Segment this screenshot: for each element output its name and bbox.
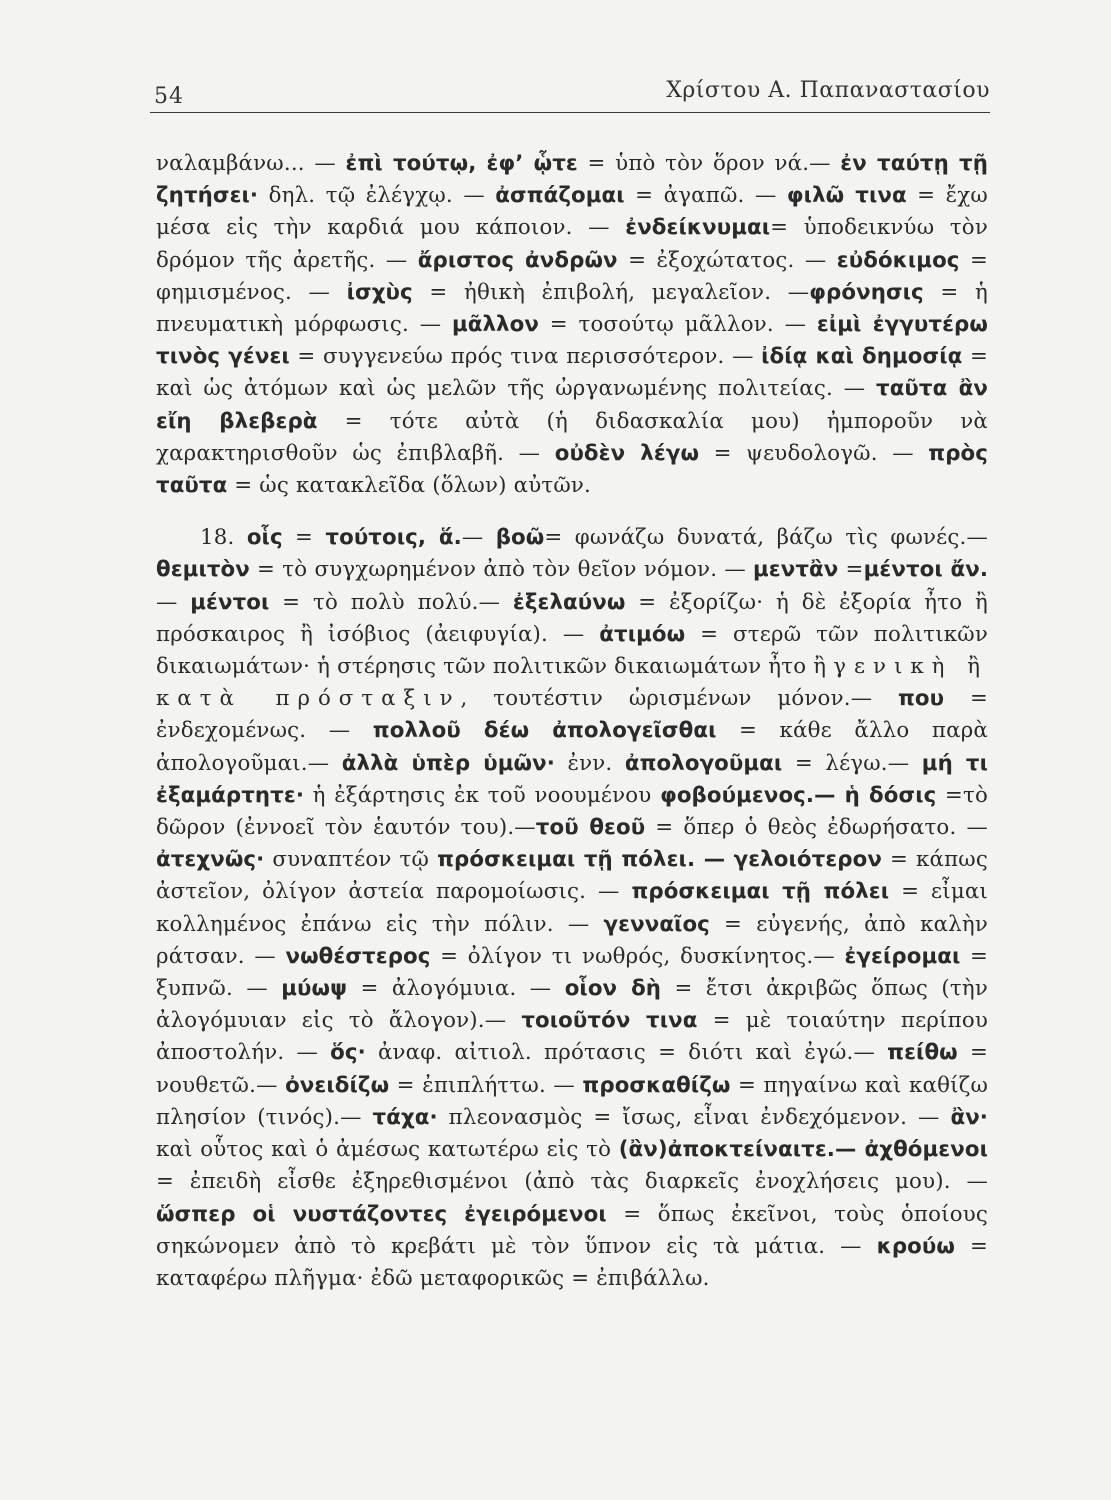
glossary-text: γενικὴ ἢ κατὰ πρόσταξιν [156, 654, 988, 712]
glossary-term: ἐνδείκνυμαι [625, 215, 771, 241]
glossary-text: = πηγαίνω καὶ καθίζω πλησίον (τινός).— [156, 1072, 989, 1130]
glossary-term: ἀπολογοῦμαι [624, 750, 783, 776]
glossary-text: = ἀλογόμυια. — [347, 976, 565, 1002]
glossary-text: = ὑποδεικνύω τὸν δρόμον τῆς ἀρετῆς. — [156, 215, 988, 273]
glossary-text: πλεονασμὸς = ἴσως, εἶναι ἐνδεχόμενον. — [437, 1104, 951, 1130]
glossary-term: τάχα· [372, 1104, 438, 1130]
glossary-text: = τὸ πολὺ πολύ.— [269, 589, 513, 615]
glossary-term: που [897, 686, 945, 712]
glossary-term: μέντοι [190, 589, 270, 615]
glossary-term: κρούω [876, 1233, 956, 1259]
glossary-term: προσκαθίζω [582, 1072, 731, 1098]
glossary-term: ἐξελαύνω [512, 589, 626, 615]
glossary-term: μέντοι ἄν. [863, 557, 989, 583]
glossary-term: ταῦτα ἂν εἴη βλεβερὰ [156, 376, 988, 434]
glossary-term: ἰδίᾳ καὶ δημοσίᾳ [761, 344, 963, 370]
glossary-term: οὐδὲν λέγω [554, 440, 700, 466]
running-head: Χρίστου Α. Παπαναστασίου [666, 78, 990, 103]
glossary-term: βοῶ [495, 525, 545, 551]
glossary-term: γενναῖος [603, 911, 710, 937]
glossary-text: = τὸ συγχωρημένον ἀπὸ τὸν θεῖον νόμον. — [249, 557, 754, 583]
glossary-text: — [461, 525, 496, 551]
glossary-text: — [156, 589, 191, 615]
glossary-term: εὐδόκιμος [836, 247, 960, 273]
glossary-text: = ὑπὸ τὸν ὅρον νά.— [577, 151, 841, 176]
paragraph-glossary-1 [156, 148, 988, 502]
glossary-text: = ὅπως ἐκεῖνοι, τοὺς ὁποίους σηκώνομεν ἀπὸ τὸ κρεβάτι μὲ τὸν ὕπνον εἰς τὰ μάτια. — [156, 1201, 989, 1259]
glossary-text: = ψευδολογῶ. — [699, 440, 929, 466]
glossary-text: = ἔχω μέσα εἰς τὴν καρδιά μου κάποιον. — [156, 183, 988, 241]
glossary-text: = ἐπειδὴ εἶσθε ἐξηρεθισμένοι (ἀπὸ τὰς διαρκεῖς ἐνοχλήσεις μου). — [156, 1169, 988, 1195]
glossary-term: πολλοῦ δέω ἀπολογεῖσθαι [372, 718, 717, 744]
glossary-term: ἀσπάζομαι [495, 183, 625, 209]
glossary-text: =τὸ δῶρον (ἐννοεῖ τὸν ἑαυτόν του).— [156, 782, 988, 841]
glossary-text: = ἐπιπλήττω. — [389, 1072, 583, 1098]
page-number: 54 [154, 84, 184, 109]
glossary-term: ὀνειδίζω [285, 1072, 390, 1098]
glossary-term: τοιοῦτόν τινα [521, 1008, 698, 1034]
glossary-text: = εἶμαι κολλημένος ἐπάνω εἰς τὴν πόλιν. — [156, 879, 988, 937]
glossary-term: πρὸς ταῦτα [156, 440, 988, 499]
glossary-text: ἀναφ. αἰτιολ. πρότασις = διότι καὶ ἐγώ.— [365, 1040, 888, 1066]
glossary-text: = ἐξοχώτατος. — [617, 247, 837, 273]
glossary-term: ἐν ταύτῃ τῇ ζητήσει· [156, 151, 989, 209]
glossary-term: ὥσπερ οἱ νυστάζοντες ἐγειρόμενοι [156, 1201, 607, 1227]
glossary-term: νωθέστερος [285, 943, 431, 969]
glossary-text: = φωνάζω δυνατά, βάζω τὶς φωνές.— [544, 525, 988, 551]
glossary-term: (ἂν)ἀποκτείναιτε.— ἀχθόμενοι [618, 1137, 988, 1163]
glossary-term: μύωψ [281, 976, 348, 1002]
glossary-term: τούτοις, ἅ. [325, 525, 462, 551]
paragraph-glossary-2 [156, 522, 988, 1295]
glossary-term: μᾶλλον [451, 312, 539, 338]
glossary-text: ἐνν. [554, 750, 625, 776]
glossary-text: = [282, 525, 326, 551]
glossary-text: = συγγενεύω πρός τινα περισσότερον. — [289, 344, 762, 370]
glossary-text: = μὲ τοιαύτην περίπου ἀποστολήν. — [156, 1008, 988, 1066]
glossary-text: = ἡ πνευματικὴ μόρφωσις. — [156, 279, 988, 338]
glossary-text: , τουτέστιν ὡρισμένων μόνον.— [460, 686, 898, 712]
glossary-text: = τότε αὐτὰ (ἡ διδασκαλία μου) ἠμποροῦν νὰ χαρακτηρισθοῦν ὡς ἐπιβλαβῆ. — [156, 408, 988, 466]
glossary-text: = τοσούτῳ μᾶλλον. — [538, 312, 817, 338]
glossary-text: = ἠθικὴ ἐπιβολή, μεγαλεῖον. — [412, 279, 810, 305]
glossary-term: ἀτιμόω [599, 621, 686, 647]
glossary-text: δηλ. τῷ ἐλέγχῳ. — [258, 183, 496, 209]
glossary-text: = ἔτσι ἀκριβῶς ὅπως (τὴν ἀλογόμυιαν εἰς τὸ ἄλογον).— [156, 976, 988, 1034]
glossary-text: ναλαμβάνω... — [156, 151, 346, 176]
glossary-text: συναπτέον τῷ [264, 847, 438, 873]
page-body [156, 148, 988, 1295]
glossary-text: = ὀλίγον τι νωθρός, δυσκίνητος.— [430, 943, 845, 969]
glossary-text: = ξυπνῶ. — [156, 943, 989, 1002]
glossary-term: πρόσκειμαι τῇ πόλει [631, 879, 890, 905]
glossary-term: φιλῶ τινα [786, 183, 907, 209]
glossary-term: πρόσκειμαι τῇ πόλει. — γελοιότερον [437, 847, 882, 873]
glossary-term: μή τι ἐξαμάρτητε· [156, 750, 988, 808]
glossary-term: οἷς [246, 525, 283, 551]
glossary-term: φοβούμενος.— ἡ δόσις [660, 782, 937, 808]
glossary-term: ἀλλὰ ὑπὲρ ὑμῶν· [341, 750, 555, 776]
glossary-text: ἡ ἐξάρτησις ἐκ τοῦ νοουμένου [304, 782, 661, 808]
glossary-term: μεντἂν [753, 557, 839, 583]
glossary-text: = ὅπερ ὁ θεὸς ἐδωρήσατο. — [645, 815, 988, 841]
glossary-term: τοῦ θεοῦ [535, 815, 646, 841]
glossary-term: θεμιτὸν [156, 557, 250, 583]
glossary-term: οἷον δὴ [564, 976, 662, 1002]
glossary-text: = [838, 557, 864, 583]
glossary-term: ὅς· [330, 1040, 366, 1066]
glossary-term: ἐπὶ τούτῳ, ἐφ’ ᾧτε [345, 151, 578, 176]
glossary-term: ἐγείρομαι [844, 943, 961, 969]
glossary-text: = λέγω.— [782, 750, 922, 776]
glossary-term: ἀτεχνῶς· [156, 847, 265, 873]
glossary-text: = καὶ ὡς ἀτόμων καὶ ὡς μελῶν τῆς ὠργανωμένης πολιτείας. — [156, 344, 988, 402]
glossary-term: ἂν· [950, 1104, 988, 1130]
page-header [150, 78, 990, 113]
glossary-term: ἰσχὺς [346, 279, 413, 305]
glossary-term: φρόνησις [809, 279, 924, 305]
glossary-text: = κάθε ἄλλο παρὰ ἀπολογοῦμαι.— [156, 718, 988, 776]
glossary-text: = ἐνδεχομένως. — [156, 686, 988, 744]
glossary-text: = ὡς κατακλεῖδα (ὅλων) αὐτῶν. [227, 473, 592, 499]
glossary-term: εἰμὶ ἐγγυτέρω τινὸς γένει [156, 312, 988, 370]
glossary-text: = καταφέρω πλῆγμα· ἐδῶ μεταφορικῶς = ἐπιβάλλω. [156, 1233, 988, 1291]
glossary-term: πείθω [887, 1040, 958, 1066]
glossary-text: = νουθετῶ.— [156, 1040, 989, 1098]
glossary-text: = ἐξορίζω· ἡ δὲ ἐξορία ἦτο ἢ πρόσκαιρος ἢ ἰσόβιος (ἀειφυγία). — [156, 589, 988, 647]
glossary-text: 18. [200, 525, 247, 551]
glossary-text: = στερῶ τῶν πολιτικῶν δικαιωμάτων· ἡ στέρησις τῶν πολιτικῶν δικαιωμάτων ἦτο ἢ [156, 621, 988, 680]
glossary-text: = κάπως ἀστεῖον, ὀλίγον ἀστεία παρομοίωσις. — [156, 847, 988, 905]
glossary-text: = εὐγενής, ἀπὸ καλὴν ράτσαν. — [156, 911, 988, 969]
glossary-text: = φημισμένος. — [156, 247, 989, 305]
glossary-text: καὶ οὗτος καὶ ὁ ἀμέσως κατωτέρω εἰς τὸ [156, 1137, 619, 1163]
glossary-term: ἄριστος ἀνδρῶν [417, 247, 618, 273]
glossary-text: = ἀγαπῶ. — [624, 183, 787, 209]
